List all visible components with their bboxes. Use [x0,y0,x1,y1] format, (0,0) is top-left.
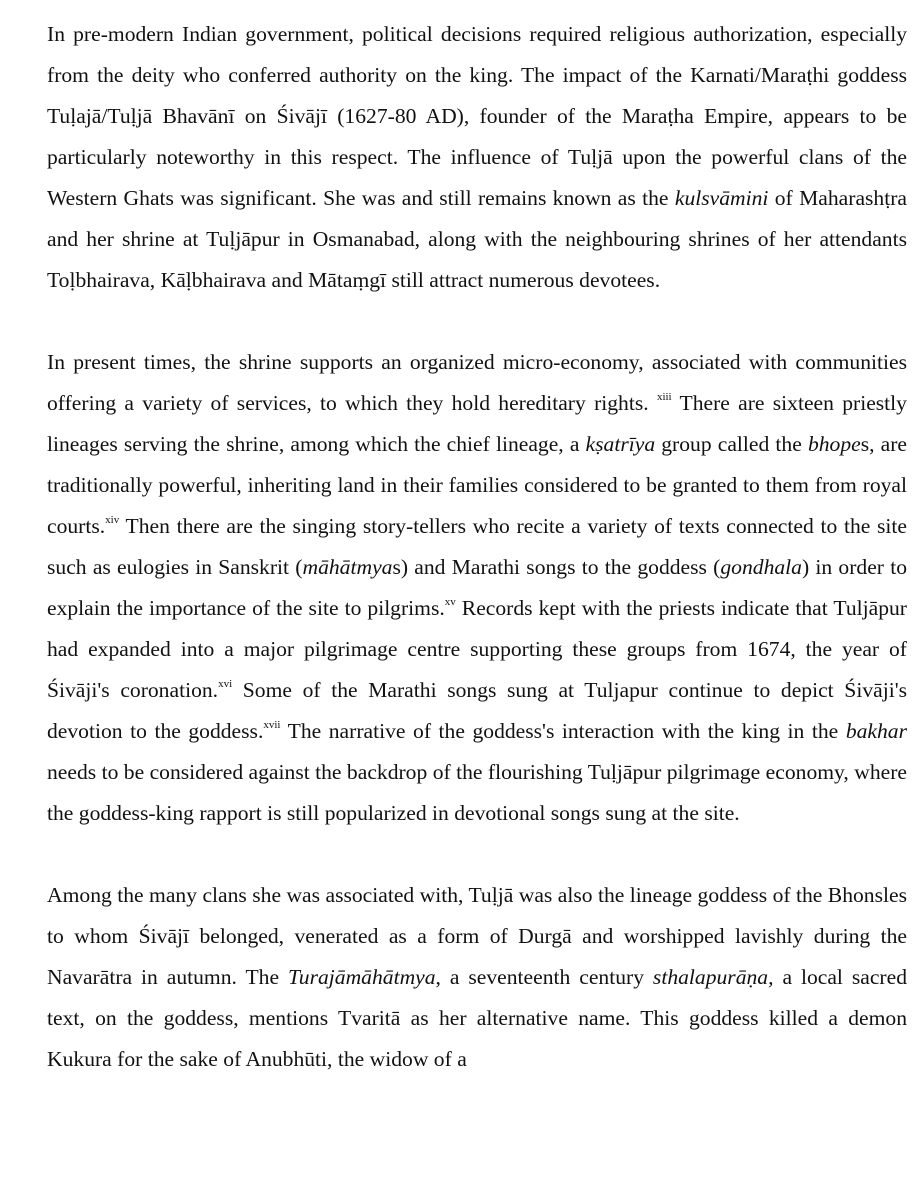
text-run: , a seventeenth century [435,965,653,989]
text-run: In pre-modern Indian government, political decisions required religious authorization, especially from the deity who conferred authority on the king. The impact of the Karnati/Maraṭhi goddess Tuḷajā/Tuḷjā Bhavānī on Śivājī (1627-80 AD), founder of the Maraṭha Empire, appears to be particularly noteworthy in this respect. The influence of Tuḷjā upon the powerful clans of the Western Ghats was significant. She was and still remains known as the [47,22,907,210]
italic-term: bhope [807,432,861,456]
italic-term: kṣatrīya [585,432,656,456]
footnote-marker: xiv [105,514,120,527]
text-run: Among the many clans she was associated with, Tuḷjā was also the lineage goddess of the Bhonsles to whom Śivājī belonged, venerated as a form of Durgā and worshipped lavishly during the Navarātra in autumn. The [47,883,907,989]
italic-term: māhātmya [302,555,393,579]
italic-term: gondhala [720,555,802,579]
text-run: Some of the Marathi songs sung at Tuljapur continue to depict Śivāji's devotion to the goddess. [47,678,907,743]
italic-term: kulsvāmini [674,186,769,210]
text-run: of Maharashṭra and her shrine at Tuḷjāpur in Osmanabad, along with the neighbouring shrines of her attendants Toḷbhairava, Kāḷbhairava and Mātaṃgī still attract numerous devotees. [47,186,908,292]
text-run: group called the [655,432,808,456]
text-run: Then there are the singing story-tellers who recite a variety of texts connected to the site such as eulogies in Sanskrit ( [47,514,907,579]
text-run: s, are traditionally powerful, inheriting land in their families considered to be granted to them from royal courts. [47,432,908,538]
text-run: s) and Marathi songs to the goddess ( [392,555,721,579]
footnote-marker: xv [444,596,456,609]
italic-term: Turajāmāhātmya [287,965,436,989]
italic-term: sthalapurāṇa, [652,965,774,989]
text-run: In present times, the shrine supports an organized micro-economy, associated with communities offering a variety of services, to which they hold hereditary rights. [47,350,907,415]
paragraph-3 [47,875,907,1080]
text-run: There are sixteen priestly lineages serving the shrine, among which the chief lineage, a [47,391,907,456]
paragraph-2 [47,342,907,834]
footnote-marker: xvi [218,678,233,691]
footnote-marker: xiii [656,391,672,404]
text-run: Records kept with the priests indicate that Tuljāpur had expanded into a major pilgrimage centre supporting these groups from 1674, the year of Śivāji's coronation. [47,596,907,702]
paragraph-1 [47,14,907,301]
document-page [47,14,907,1121]
text-run: a local sacred text, on the goddess, mentions Tvaritā as her alternative name. This goddess killed a demon Kukura for the sake of Anubhūti, the widow of a [47,965,907,1071]
text-run: The narrative of the goddess's interaction with the king in the [280,719,846,743]
text-run: needs to be considered against the backdrop of the flourishing Tuḷjāpur pilgrimage economy, where the goddess-king rapport is still popularized in devotional songs sung at the site. [47,760,907,825]
text-run: ) in order to explain the importance of the site to pilgrims. [47,555,908,620]
italic-term: bakhar [845,719,907,743]
footnote-marker: xvii [263,719,281,732]
